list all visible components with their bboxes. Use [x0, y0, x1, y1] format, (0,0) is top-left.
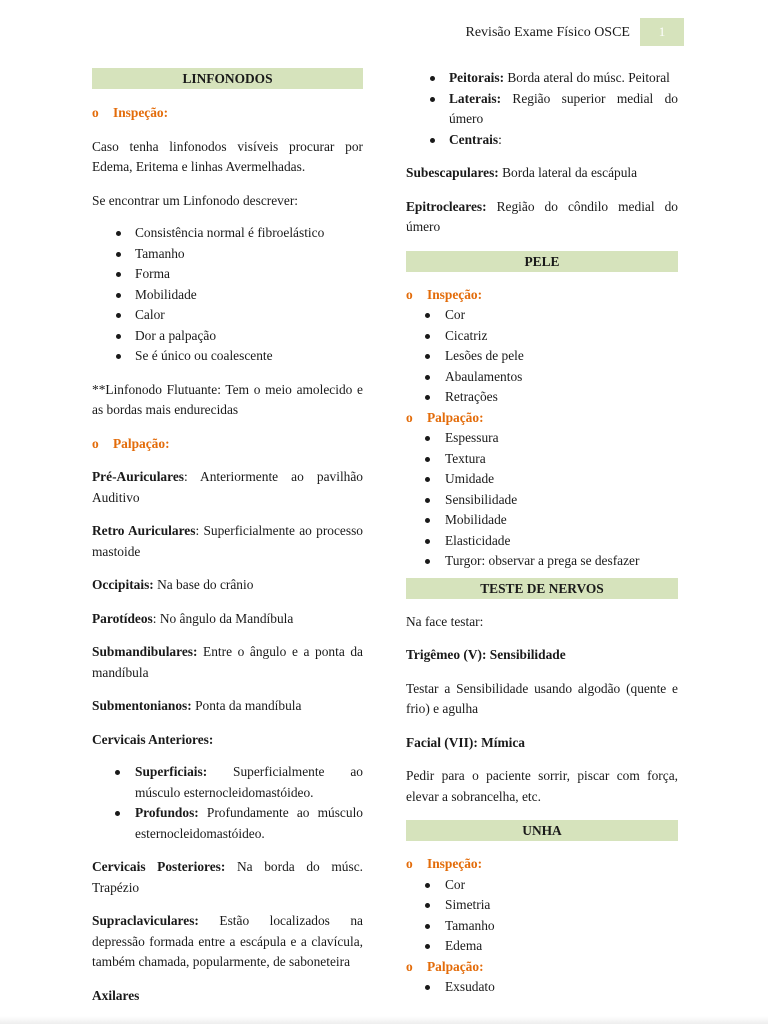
describe-list	[92, 223, 363, 367]
list-item	[92, 762, 363, 803]
entry-desc: Região do côndilo medial do úmero	[406, 198, 678, 234]
entry-occipitais	[92, 575, 363, 596]
entry-epitrocleares	[406, 197, 678, 238]
list-item	[92, 803, 363, 844]
subheading-palpacao: o Palpação:	[92, 434, 363, 455]
page-header	[420, 18, 684, 46]
page-bottom-edge	[0, 1016, 768, 1024]
header-title: Revisão Exame Físico OSCE	[465, 25, 630, 40]
subheading-palpacao: o Palpação:	[406, 957, 678, 978]
left-column	[92, 68, 363, 1006]
list-item: Simetria	[406, 895, 678, 916]
entry-term: Parotídeos	[92, 610, 153, 626]
page-number: 1	[640, 18, 684, 46]
paragraph-na-face: Na face testar:	[406, 613, 484, 629]
list-item: Retrações	[406, 387, 678, 408]
heading-trigemeo: Trigêmeo (V): Sensibilidade	[406, 647, 566, 662]
cervical-list	[92, 762, 363, 844]
entry-desc: : No ângulo da Mandíbula	[152, 610, 294, 626]
list-item	[406, 89, 678, 130]
list-item-term: Superficiais:	[135, 764, 208, 779]
list-item: Espessura	[406, 428, 678, 449]
entry-term: Subescapulares:	[406, 165, 499, 180]
entry-parotideos	[92, 609, 363, 630]
list-item	[406, 68, 678, 89]
entry-submentonianos	[92, 696, 363, 717]
list-item: Calor	[92, 305, 363, 326]
entry-desc: Estão localizados na depressão formada entre a escápula e a clavícula, também chamada, popularmente, de saboneteira	[92, 913, 363, 969]
subheading-palpacao: o Palpação:	[406, 408, 678, 429]
list-item-desc: Profundamente ao músculo esternocleidomastóideo.	[135, 805, 363, 841]
entry-term: Submandibulares:	[92, 644, 198, 659]
entry-term: Supraclaviculares:	[92, 913, 199, 928]
list-item: Edema	[406, 936, 678, 957]
heading-axilares: Axilares	[92, 987, 140, 1003]
list-item: Tamanho	[406, 916, 678, 937]
list-item-term: Profundos:	[135, 805, 199, 820]
list-item: Turgor: observar a prega se desfazer	[406, 551, 678, 572]
list-item: Cicatriz	[406, 326, 678, 347]
entry-term: Occipitais:	[92, 577, 154, 592]
entry-term: Cervicais Posteriores:	[92, 859, 226, 874]
list-item: Umidade	[406, 469, 678, 490]
list-item-desc: :	[498, 131, 502, 147]
entry-desc: Na borda do músc. Trapézio	[92, 859, 363, 895]
entry-term: Epitrocleares:	[406, 198, 487, 214]
list-item-desc: Superficialmente ao músculo esternocleidomastóideo.	[135, 764, 363, 800]
unha-palpacao-list	[406, 977, 678, 998]
subheading-inspecao: o Inspeção:	[92, 103, 363, 124]
entry-term: Pré-Auriculares	[92, 469, 184, 484]
pele-palpacao-list	[406, 428, 678, 572]
list-item: Exsudato	[406, 977, 678, 998]
entry-submandibulares	[92, 642, 363, 683]
list-item: Sensibilidade	[406, 490, 678, 511]
paragraph-facial: Pedir para o paciente sorrir, piscar com força, elevar a sobrancelha, etc.	[406, 768, 678, 804]
subheading-inspecao: o Inspeção:	[406, 854, 678, 875]
section-title-teste-de-nervos: TESTE DE NERVOS	[406, 578, 678, 599]
entry-cervicais-posteriores	[92, 857, 363, 898]
entry-subescapulares	[406, 163, 678, 184]
list-item: Mobilidade	[406, 510, 678, 531]
paragraph-describe: Se encontrar um Linfonodo descrever:	[92, 192, 298, 208]
list-item-term: Peitorais:	[449, 70, 505, 85]
entry-desc: : Anteriormente ao pavilhão Auditivo	[92, 469, 363, 505]
entry-desc: Borda lateral da escápula	[498, 165, 638, 180]
list-item-term: Laterais:	[449, 90, 502, 106]
list-item: Mobilidade	[92, 285, 363, 306]
entry-retro-auriculares	[92, 521, 363, 562]
list-item: Textura	[406, 449, 678, 470]
list-item	[406, 130, 678, 151]
entry-pre-auriculares	[92, 467, 363, 508]
heading-facial: Facial (VII): Mímica	[406, 734, 525, 750]
section-title-pele: PELE	[406, 251, 678, 272]
entry-term: Submentonianos:	[92, 698, 192, 713]
note-flutuante: **Linfonodo Flutuante: Tem o meio amolecido e as bordas mais endurecidas	[92, 381, 363, 417]
list-item: Abaulamentos	[406, 367, 678, 388]
list-item: Cor	[406, 875, 678, 896]
entry-desc: Na base do crânio	[153, 577, 254, 592]
heading-cervicais-anteriores: Cervicais Anteriores:	[92, 731, 214, 747]
subheading-inspecao: o Inspeção:	[406, 285, 678, 306]
section-title-unha: UNHA	[406, 820, 678, 841]
list-item-desc: Região superior medial do úmero	[449, 90, 678, 126]
pele-inspecao-list	[406, 305, 678, 408]
entry-desc: Ponta da mandíbula	[191, 698, 302, 713]
paragraph-visible-nodes: Caso tenha linfonodos visíveis procurar por Edema, Eritema e linhas Avermelhadas.	[92, 138, 363, 174]
entry-term: Retro Auriculares	[92, 523, 196, 538]
list-item: Lesões de pele	[406, 346, 678, 367]
list-item: Cor	[406, 305, 678, 326]
entry-supraclaviculares	[92, 911, 363, 973]
list-item: Dor a palpação	[92, 326, 363, 347]
paragraph-trigemeo: Testar a Sensibilidade usando algodão (quente e frio) e agulha	[406, 680, 678, 716]
list-item: Forma	[92, 264, 363, 285]
list-item: Tamanho	[92, 244, 363, 265]
unha-inspecao-list	[406, 875, 678, 957]
list-item: Consistência normal é fibroelástico	[92, 223, 363, 244]
entry-desc: : Superficialmente ao processo mastoide	[92, 523, 363, 559]
section-title-linfonodos: LINFONODOS	[92, 68, 363, 89]
right-column	[406, 68, 678, 998]
list-item-desc: Borda ateral do músc. Peitoral	[504, 70, 670, 85]
list-item: Se é único ou coalescente	[92, 346, 363, 367]
list-item-term: Centrais	[449, 131, 499, 147]
list-item: Elasticidade	[406, 531, 678, 552]
axilar-list	[406, 68, 678, 150]
entry-desc: Entre o ângulo e a ponta da mandíbula	[92, 644, 363, 680]
